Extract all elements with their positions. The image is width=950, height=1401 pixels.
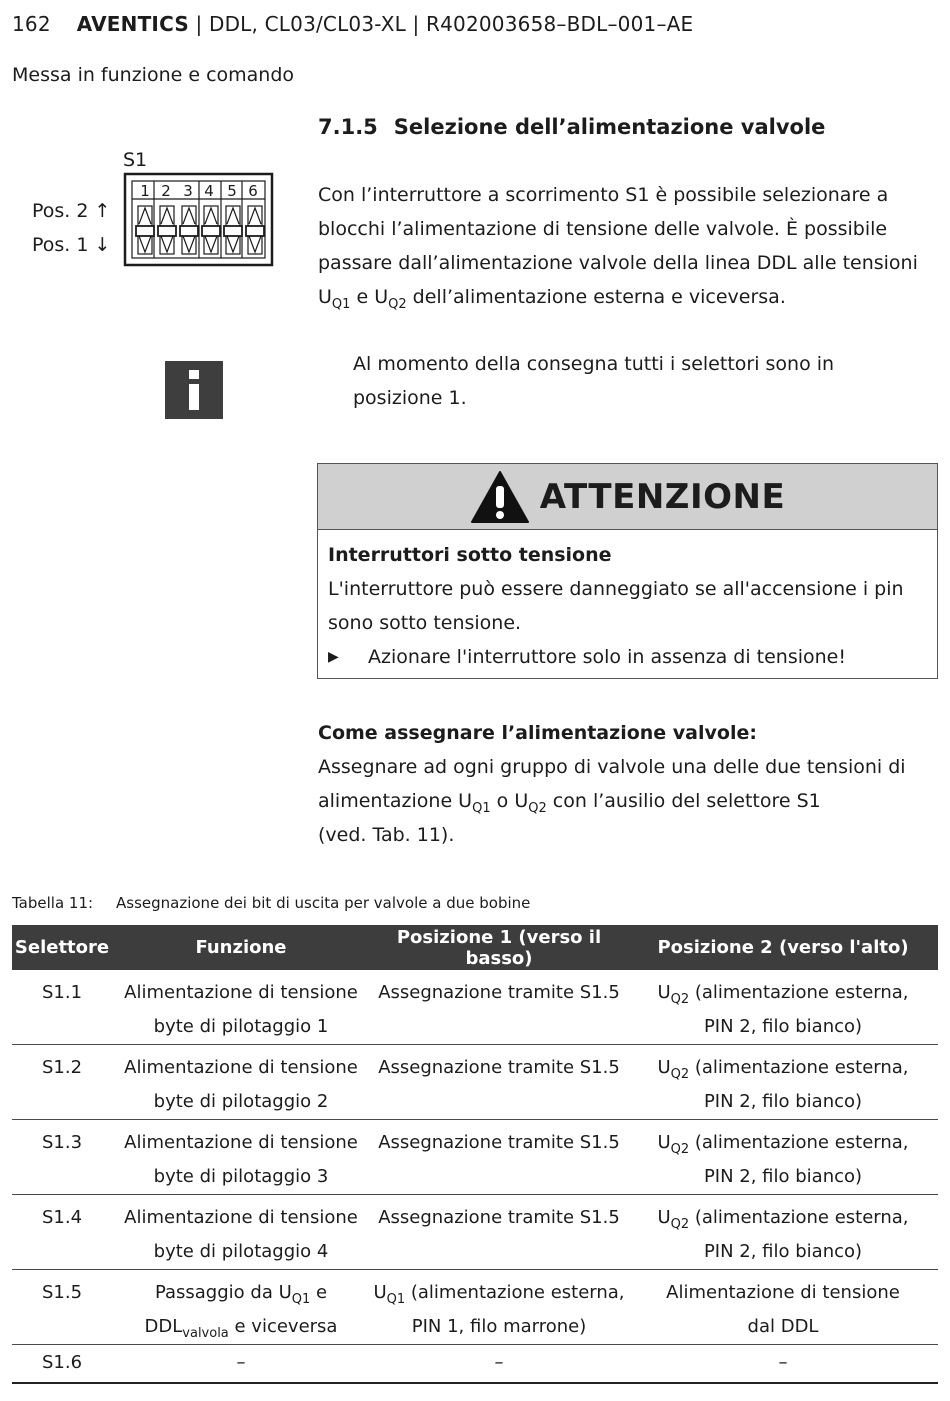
- table-row: [12, 970, 938, 1045]
- cell-line: dal DDL: [747, 1316, 819, 1337]
- table-cell: S1.1: [12, 970, 112, 1045]
- cell-line: PIN 2, filo bianco): [703, 1241, 863, 1262]
- cell-line: PIN 2, filo bianco): [703, 1166, 863, 1187]
- intro-text: e U: [350, 286, 389, 308]
- cell-line: PIN 2, filo bianco): [703, 1091, 863, 1112]
- table-cell: [628, 1045, 938, 1120]
- cell-text: U: [657, 1207, 671, 1228]
- warning-action-text: Azionare l'interruttore solo in assenza di tensione!: [368, 646, 846, 668]
- selector-table: [12, 925, 938, 1384]
- table-cell: S1.4: [12, 1195, 112, 1270]
- table-cell: Assegnazione tramite S1.5: [370, 1195, 628, 1270]
- table-caption-text: Assegnazione dei bit di uscita per valvole a due bobine: [116, 894, 531, 912]
- page-header: [12, 12, 693, 36]
- subscript: Q2: [388, 297, 407, 312]
- pos2-label: Pos. 2 ↑: [32, 200, 111, 222]
- cell-line: byte di pilotaggio 2: [153, 1091, 329, 1112]
- switch-number-3: 3: [183, 182, 193, 200]
- table-caption: [12, 894, 530, 912]
- subscript: Q2: [670, 1142, 690, 1157]
- cell-line: Alimentazione di tensione: [124, 982, 358, 1003]
- cell-line: [370, 1276, 628, 1310]
- warning-text: L'interruttore può essere danneggiato se all'accensione i pin sono sotto tensione.: [328, 578, 904, 634]
- warning-triangle-icon: [470, 470, 530, 524]
- cell-text: Passaggio da U: [154, 1282, 292, 1303]
- table-row: [12, 1120, 938, 1195]
- table-cell: –: [112, 1345, 370, 1383]
- dip-switch-figure: [30, 146, 280, 272]
- switch-name-label: S1: [123, 149, 148, 171]
- cell-line: PIN 1, filo marrone): [411, 1316, 587, 1337]
- table-cell: Assegnazione tramite S1.5: [370, 970, 628, 1045]
- document-info: | DDL, CL03/CL03-XL | R402003658–BDL–001–AE: [188, 12, 694, 36]
- cell-line: [628, 1051, 938, 1085]
- column-header: Funzione: [112, 925, 370, 970]
- assign-text-part: o U: [490, 790, 529, 812]
- cell-line: [628, 1201, 938, 1235]
- cell-text: U: [657, 1132, 671, 1153]
- assign-reference: (ved. Tab. 11).: [318, 824, 455, 846]
- cell-line: PIN 2, filo bianco): [703, 1016, 863, 1037]
- table-header-row: [12, 925, 938, 970]
- pos1-label: Pos. 1 ↓: [32, 234, 111, 256]
- cell-text: (alimentazione esterna,: [689, 982, 909, 1003]
- table-cell: Assegnazione tramite S1.5: [370, 1045, 628, 1120]
- assign-text-part: con l’ausilio del selettore S1: [546, 790, 821, 812]
- column-header: Posizione 1 (verso il basso): [370, 925, 628, 970]
- switch-number-6: 6: [248, 182, 258, 200]
- cell-line: [628, 1126, 938, 1160]
- cell-text: (alimentazione esterna,: [689, 1132, 909, 1153]
- subscript: Q2: [670, 1217, 690, 1232]
- subscript: Q1: [331, 297, 351, 312]
- subscript: Q1: [386, 1292, 406, 1307]
- switch-number-5: 5: [227, 182, 237, 200]
- page-number: 162: [12, 12, 51, 36]
- subscript: Q2: [670, 1067, 690, 1082]
- section-number: 7.1.5: [318, 115, 378, 139]
- table-caption-label: Tabella 11:: [12, 894, 94, 912]
- table-cell: [112, 1270, 370, 1345]
- cell-line: Alimentazione di tensione: [666, 1282, 900, 1303]
- cell-text: e: [310, 1282, 328, 1303]
- warning-body: [318, 530, 937, 682]
- cell-line: byte di pilotaggio 3: [153, 1166, 329, 1187]
- chapter-label: Messa in funzione e comando: [12, 64, 295, 86]
- table-cell: S1.3: [12, 1120, 112, 1195]
- table-cell: [112, 970, 370, 1045]
- warning-box: [317, 463, 938, 679]
- info-note: Al momento della consegna tutti i selettori sono in posizione 1.: [353, 353, 835, 409]
- dip-switch-positions: [132, 181, 265, 258]
- cell-text: U: [657, 1057, 671, 1078]
- table-cell: S1.2: [12, 1045, 112, 1120]
- warning-action: [328, 640, 927, 674]
- cell-line: Alimentazione di tensione: [124, 1207, 358, 1228]
- switch-number-4: 4: [204, 182, 214, 200]
- warning-header: [318, 464, 937, 530]
- table-cell: [112, 1195, 370, 1270]
- cell-text: (alimentazione esterna,: [689, 1057, 909, 1078]
- column-header: Posizione 2 (verso l'alto): [628, 925, 938, 970]
- table-cell: –: [370, 1345, 628, 1383]
- subscript: Q2: [528, 801, 547, 816]
- cell-text: DDL: [144, 1316, 183, 1337]
- table-cell: Assegnazione tramite S1.5: [370, 1120, 628, 1195]
- cell-line: [112, 1310, 370, 1344]
- subscript: Q2: [670, 992, 690, 1007]
- assign-text-part: Assegnare ad ogni gruppo di valvole una delle due tensioni di alimentazione U: [318, 756, 906, 812]
- table-cell: [628, 1120, 938, 1195]
- cell-line: [112, 1276, 370, 1310]
- table-cell: [628, 1270, 938, 1345]
- brand-name: AVENTICS: [76, 12, 189, 36]
- section-title: Selezione dell’alimentazione valvole: [393, 115, 826, 139]
- table-cell: [112, 1045, 370, 1120]
- cell-text: (alimentazione esterna,: [405, 1282, 625, 1303]
- cell-line: Alimentazione di tensione: [124, 1057, 358, 1078]
- intro-text: dell’alimentazione esterna e viceversa.: [406, 286, 786, 308]
- table-cell: [112, 1120, 370, 1195]
- subscript: valvola: [182, 1326, 229, 1341]
- section-heading: [318, 115, 825, 139]
- table-cell: –: [628, 1345, 938, 1383]
- table-cell: S1.5: [12, 1270, 112, 1345]
- assign-text: [318, 750, 943, 818]
- subscript: Q1: [291, 1292, 311, 1307]
- table-row: [12, 1345, 938, 1383]
- cell-line: byte di pilotaggio 1: [153, 1016, 329, 1037]
- cell-line: byte di pilotaggio 4: [153, 1241, 329, 1262]
- switch-number-1: 1: [140, 182, 150, 200]
- cell-text: e viceversa: [228, 1316, 338, 1337]
- switch-number-2: 2: [161, 182, 171, 200]
- cell-text: U: [657, 982, 671, 1003]
- warning-heading: Interruttori sotto tensione: [328, 544, 612, 566]
- table-cell: [628, 970, 938, 1045]
- cell-text: U: [373, 1282, 387, 1303]
- table-cell: [370, 1270, 628, 1345]
- cell-text: (alimentazione esterna,: [689, 1207, 909, 1228]
- warning-title: ATTENZIONE: [539, 476, 786, 517]
- intro-paragraph: [318, 178, 943, 314]
- column-header: Selettore: [12, 925, 112, 970]
- cell-line: [628, 976, 938, 1010]
- table-cell: [628, 1195, 938, 1270]
- cell-line: Alimentazione di tensione: [124, 1132, 358, 1153]
- table-row: [12, 1270, 938, 1345]
- table-row: [12, 1195, 938, 1270]
- table-cell: S1.6: [12, 1345, 112, 1383]
- subscript: Q1: [472, 801, 491, 816]
- info-icon: [165, 361, 223, 419]
- play-triangle-icon: ▶: [328, 649, 339, 665]
- assign-paragraph: [318, 716, 943, 852]
- assign-title: Come assegnare l’alimentazione valvole:: [318, 722, 757, 744]
- table-row: [12, 1045, 938, 1120]
- intro-text: Con l’interruttore a scorrimento S1 è possibile selezionare a blocchi l’alimentazione di tensione delle valvole. È possibile passare dall’alimentazione valvole della linea DDL alle tensioni U: [318, 184, 918, 308]
